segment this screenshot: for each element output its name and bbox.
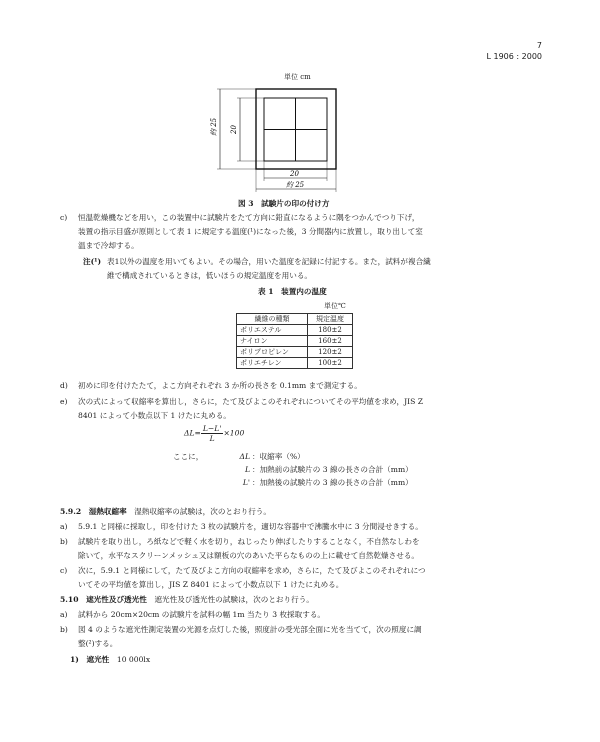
section-5-9-2-heading <box>60 507 271 517</box>
page-number: 7 <box>536 41 542 50</box>
item-c-line2: 装置の指示目盛が原則として表 1 に規定する温度(¹)になった後，3 分間器内に放置し，取り出して室 <box>78 227 423 236</box>
sec592-b-label: b) <box>60 537 68 546</box>
item-e-line2: 8401 によって小数点以下 1 けたに丸める。 <box>78 411 231 420</box>
section-5-10-intro: 遮光性及び透光性の試験は，次のとおり行う。 <box>154 595 314 604</box>
sec592-a-label: a) <box>60 522 68 531</box>
sec592-c-label: c) <box>60 566 68 575</box>
sec592-b-line1: 試験片を取り出し，ろ紙などで軽く水を切り，ねじったり伸ばしたりすることなく，不自然なしわを <box>78 537 420 546</box>
item-d-line1: 初めに印を付けたたて，よこ方向それぞれ 3 か所の長さを 0.1mm まで測定する。 <box>78 381 362 390</box>
sec592-a-line1: 5.9.1 と同様に採取し，印を付けた 3 枚の試験片を，適切な容器中で沸騰水中に 3 分間浸せきする。 <box>78 522 423 531</box>
section-5-9-2-number: 5.9.2 <box>60 507 82 516</box>
note-label: 注(¹) <box>83 257 102 266</box>
table-cell: ポリプロピレン <box>237 347 308 358</box>
def1-symbol: ΔL <box>239 452 250 461</box>
formula-where: ここに， <box>173 452 204 461</box>
table-row <box>237 347 353 358</box>
table-row <box>237 336 353 347</box>
dim-bottom-outer-label: 約 25 <box>286 181 305 189</box>
sec510-sub1-title: 遮光性 <box>86 655 110 664</box>
def3-text: ：加熱後の試験片の 3 線の長さの合計（mm） <box>252 478 413 487</box>
dim-left-outer-label: 約 25 <box>210 117 218 136</box>
sec592-c-line2: いてその平均値を算出し，JIS Z 8401 によって小数点以下 1 けたに丸める。 <box>78 580 344 589</box>
section-5-9-2-intro: 湿熱収縮率の試験は，次のとおり行う。 <box>134 507 271 516</box>
table1-header-row <box>237 314 353 325</box>
formula-numerator: L−L' <box>202 424 222 433</box>
item-c-label: c) <box>60 213 68 222</box>
sec510-b-label: b) <box>60 625 68 634</box>
def3-symbol: L' <box>242 478 250 487</box>
figure3-caption <box>238 199 329 209</box>
table1-unit: 単位℃ <box>324 302 346 310</box>
sec510-sub1 <box>70 655 150 665</box>
sec510-a-label: a) <box>60 610 68 619</box>
section-5-10-title: 遮光性及び透光性 <box>86 595 147 604</box>
figure3-diagram <box>208 84 338 199</box>
sec510-a-line1: 試料から 20cm×20cm の試験片を試料の幅 1m 当たり 3 枚採取する。 <box>78 610 326 619</box>
sec592-c-line1: 次に，5.9.1 と同様にして，たて及びよこ方向の収縮率を求め，さらに，たて及びよこのそれぞれにつ <box>78 566 426 575</box>
table1 <box>236 313 353 369</box>
figure3-caption-num: 図 3 <box>238 199 254 208</box>
table1-header-cell: 繊維の種類 <box>237 314 308 325</box>
item-e-label: e) <box>60 397 68 406</box>
dim-bottom-inner-label: 20 <box>290 170 299 178</box>
item-c-line3: 温まで冷却する。 <box>78 241 139 250</box>
table-cell: 160±2 <box>308 336 353 347</box>
def1-text: ：収縮率（%） <box>252 452 305 461</box>
table1-header-cell: 規定温度 <box>308 314 353 325</box>
formula-lhs: ΔL= <box>184 428 201 438</box>
table-cell: 120±2 <box>308 347 353 358</box>
table-cell: ナイロン <box>237 336 308 347</box>
table-cell: 180±2 <box>308 325 353 336</box>
sec592-b-line2: 除いて，水平なスクリーンメッシュ又は額板の穴のあいた平らなものの上に載せて自然乾燥させる。 <box>78 551 420 560</box>
section-5-10-number: 5.10 <box>60 595 79 604</box>
item-e-line1: 次の式によって収縮率を算出し，さらに，たて及びよこのそれぞれについてその平均値を求め，JIS Z <box>78 397 424 406</box>
sec510-sub1-value: 10 000lx <box>116 655 151 664</box>
formula-tail: ×100 <box>223 428 245 438</box>
formula-fraction <box>201 424 224 443</box>
section-5-10-heading <box>60 595 314 605</box>
table-row <box>237 325 353 336</box>
table1-title: 表 1 装置内の温度 <box>258 287 327 296</box>
formula-denominator: L <box>209 434 215 443</box>
sec510-sub1-label: 1) <box>70 655 79 664</box>
figure3-caption-text: 試験片の印の付け方 <box>261 199 330 208</box>
note-line1: 表1以外の温度を用いてもよい。その場合，用いた温度を記録に付記する。また，試料が複合繊 <box>107 257 431 266</box>
table-cell: ポリエステル <box>237 325 308 336</box>
def2-text: ：加熱前の試験片の 3 線の長さの合計（mm） <box>252 465 413 474</box>
formula <box>184 424 244 443</box>
table-cell: ポリエチレン <box>237 358 308 369</box>
note-line2: 維で構成されているときは，低いほうの規定温度を用いる。 <box>107 271 313 280</box>
section-5-9-2-title: 湿熱収縮率 <box>88 507 127 516</box>
def2-symbol: L <box>244 465 250 474</box>
figure-unit-label: 単位 cm <box>284 73 311 81</box>
table-row <box>237 358 353 369</box>
dim-left-inner-label: 20 <box>230 125 238 134</box>
item-d-label: d) <box>60 381 68 390</box>
sec510-b-line2: 整(²)する。 <box>78 639 118 648</box>
sec510-b-line1: 図 4 のような遮光性測定装置の光源を点灯した後，照度計の受光部全面に光を当てて，次の照度に調 <box>78 625 422 634</box>
item-c-line1: 恒温乾燥機などを用い，この装置中に試験片をたて方向に鉛直になるように隅をつかんでつり下げ， <box>78 213 420 222</box>
document-id: L 1906 : 2000 <box>486 52 542 61</box>
table-cell: 100±2 <box>308 358 353 369</box>
